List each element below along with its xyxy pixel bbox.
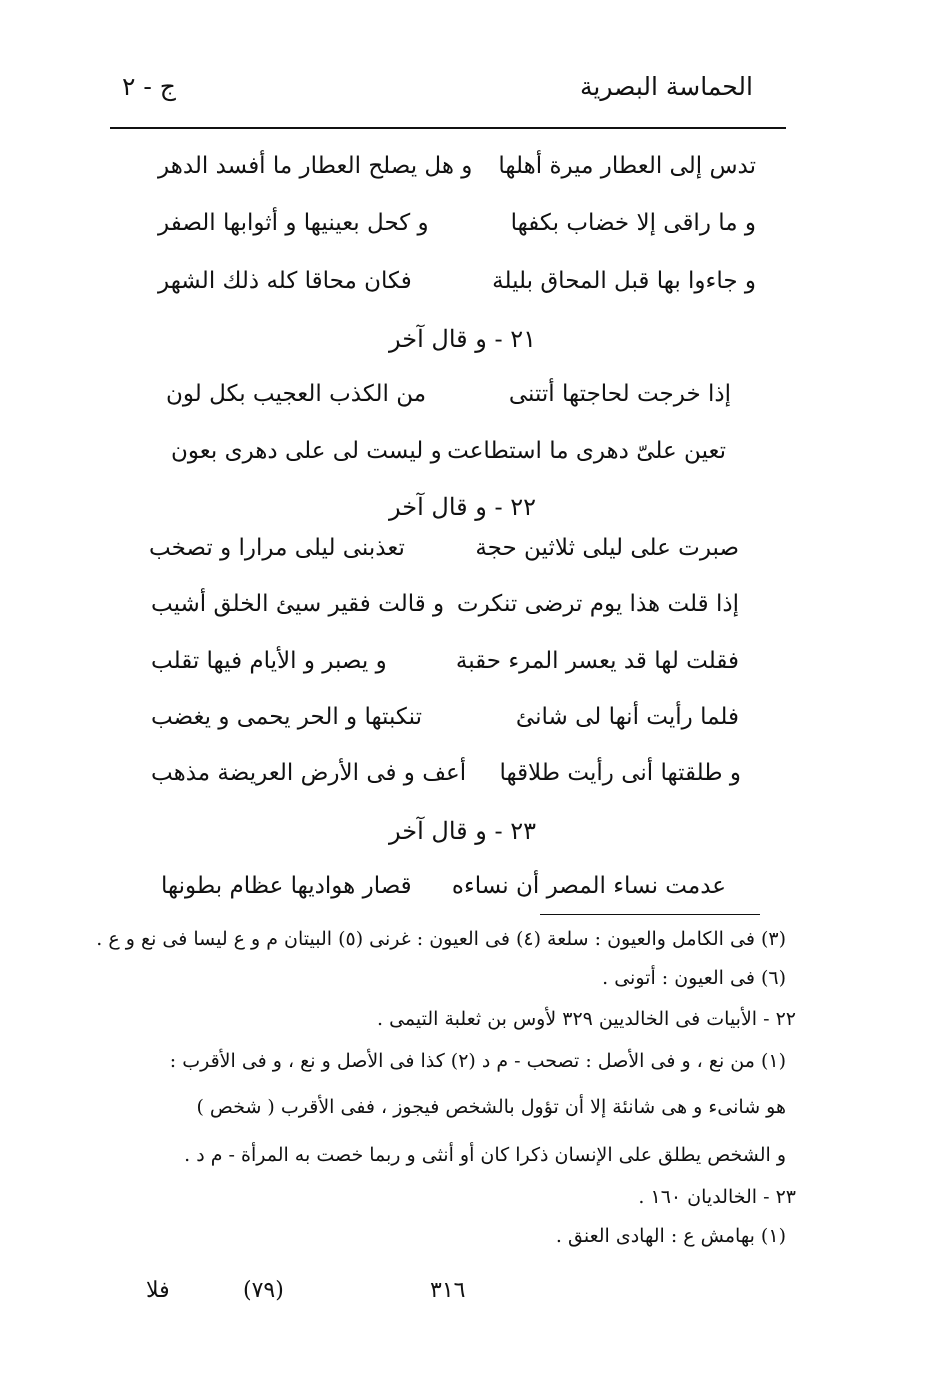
verse-hemistich-second: فكان محاقا كله ذلك الشهر: [158, 268, 412, 294]
running-title: الحماسة البصرية: [579, 72, 753, 101]
verse-line: [158, 268, 756, 300]
poem-heading: ٢٣ - و قال آخر: [389, 817, 536, 845]
verse-hemistich-second: تعذبنى ليلى مرارا و تصخب: [149, 535, 405, 561]
verse-hemistich-second: و يصبر و الأيام فيها تقلب: [151, 648, 387, 674]
poem-heading: ٢٢ - و قال آخر: [389, 493, 536, 521]
footnote-line: (١) من نع ، و فى الأصل : تصحب - م د (٢) كذا فى الأصل و نع ، و فى الأقرب :: [169, 1050, 786, 1072]
verse-hemistich-first: تعين علىّ دهرى ما استطاعت: [447, 438, 726, 464]
verse-hemistich-second: و قالت فقير سيئ الخلق أشيب: [151, 591, 445, 617]
verse-hemistich-second: و هل يصلح العطار ما أفسد الدهر: [158, 153, 473, 179]
verse-hemistich-first: فلما رأيت أنها لى شانئ: [515, 704, 739, 730]
verse-line: [151, 648, 739, 680]
footnote-line: (٦) فى العيون : أتونى .: [602, 967, 786, 989]
footnote-line: (٣) فى الكامل والعيون : سلعة (٤) فى العيون : غرنى (٥) البيتان م و ع ليسا فى نع و ع .: [96, 928, 786, 950]
verse-line: [151, 704, 739, 736]
verse-hemistich-second: تنكبتها و الحر يحمى و يغضب: [151, 704, 422, 730]
poem-heading: ٢١ - و قال آخر: [389, 325, 536, 353]
verse-hemistich-first: تدس إلى العطار ميرة أهلها: [498, 153, 756, 179]
footnote-line: ٢٢ - الأبيات فى الخالديين ٣٢٩ لأوس بن ثعلبة التيمى .: [377, 1008, 796, 1030]
footnote-line: و الشخص يطلق على الإنسان ذكرا كان أو أنثى و ربما خصت به المرأة - م د .: [184, 1144, 786, 1166]
verse-line: [151, 760, 741, 792]
verse-hemistich-first: صبرت على ليلى ثلاثين حجة: [475, 535, 739, 561]
verse-hemistich-second: قصار هواديها عظام بطونها: [161, 873, 412, 899]
verse-line: [158, 210, 756, 242]
verse-hemistich-first: عدمت نساء المصر أن نساءه: [451, 873, 726, 899]
verse-line: [158, 153, 756, 185]
verse-hemistich-first: و جاءوا بها قبل المحاق بليلة: [492, 268, 756, 294]
catchword: فلا: [146, 1278, 170, 1303]
volume-number: ج - ٢: [122, 72, 176, 101]
verse-hemistich-second: و ليست لى على دهرى بعون: [171, 438, 442, 464]
verse-hemistich-first: إذا خرجت لحاجتها أتتنى: [508, 381, 731, 407]
footnote-line: ٢٣ - الخالديان ١٦٠ .: [638, 1186, 796, 1208]
verse-hemistich-first: و ما راقى إلا خضاب بكفها: [510, 210, 756, 236]
verse-hemistich-first: فقلت لها قد يعسر المرء حقبة: [455, 648, 739, 674]
verse-line: [161, 873, 726, 905]
verse-line: [149, 535, 739, 567]
verse-hemistich-second: أعف و فى الأرض العريضة مذهب: [151, 760, 467, 786]
verse-line: [151, 591, 739, 623]
verse-hemistich-first: و طلقتها أنى رأيت طلاقها: [499, 760, 741, 786]
footnote-rule: [540, 914, 760, 915]
verse-line: [171, 438, 726, 470]
footnote-line: (١) بهامش ع : الهادى العنق .: [555, 1225, 786, 1247]
header-rule: [110, 127, 786, 129]
footnote-line: هو شانىء و هى شانئة إلا أن تؤول بالشخص فيجوز ، ففى الأقرب ( شخص ): [196, 1096, 786, 1118]
page-number: ٣١٦: [430, 1278, 466, 1303]
verse-hemistich-second: من الكذب العجيب بكل لون: [166, 381, 427, 407]
verse-line: [166, 381, 731, 413]
verse-hemistich-second: و كحل بعينيها و أثوابها الصفر: [158, 210, 429, 236]
signature-mark: (٧٩): [243, 1278, 284, 1303]
verse-hemistich-first: إذا قلت هذا يوم ترضى تنكرت: [456, 591, 739, 617]
